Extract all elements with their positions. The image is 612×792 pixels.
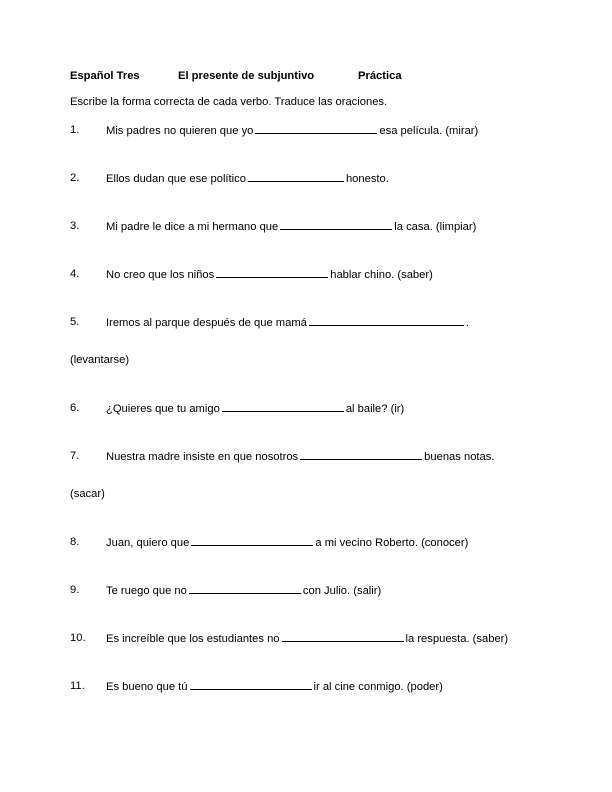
- sentence-text-after-blank: honesto.: [345, 173, 389, 185]
- item-sentence: [106, 678, 443, 696]
- sentence-text-before-blank: Ellos dudan que ese político: [106, 173, 246, 185]
- item-number: 10.: [70, 632, 86, 644]
- item-sentence: [106, 582, 381, 600]
- item-sentence: [106, 314, 469, 332]
- answer-blank[interactable]: [248, 170, 344, 182]
- sentence-text-before-blank: No creo que los niños: [106, 269, 215, 281]
- answer-blank[interactable]: [189, 582, 301, 594]
- exercise-item: [70, 266, 570, 283]
- sentence-text-after-blank: al baile? (ir): [345, 403, 405, 415]
- sentence-text-after-blank: buenas notas.: [424, 451, 495, 463]
- answer-blank[interactable]: [216, 266, 328, 278]
- answer-blank[interactable]: [255, 122, 377, 134]
- exercise-item: [70, 630, 570, 647]
- exercise-item: [70, 218, 570, 235]
- instruction-text: Escribe la forma correcta de cada verbo. Traduce las oraciones.: [70, 96, 388, 108]
- sentence-text-before-blank: Te ruego que no: [106, 585, 187, 597]
- item-sentence: [106, 122, 478, 140]
- exercise-item: [70, 448, 570, 465]
- item-number: 9.: [70, 584, 80, 596]
- item-sentence: [106, 630, 508, 648]
- exercise-item: [70, 400, 570, 417]
- item-sentence: [106, 170, 389, 188]
- sentence-text-after-blank: .: [465, 317, 469, 329]
- exercise-item: [70, 170, 570, 187]
- sentence-text-after-blank: la casa. (limpiar): [394, 221, 477, 233]
- sentence-text-after-blank: la respuesta. (saber): [405, 633, 509, 645]
- answer-blank[interactable]: [309, 314, 464, 326]
- item-number: 11.: [70, 680, 85, 692]
- item-number: 7.: [70, 450, 80, 462]
- item-number: 5.: [70, 316, 80, 328]
- answer-blank[interactable]: [282, 630, 404, 642]
- exercise-item: [70, 122, 570, 139]
- header-course-name: Español Tres: [70, 70, 140, 82]
- sentence-text-before-blank: Es increíble que los estudiantes no: [106, 633, 280, 645]
- answer-blank[interactable]: [300, 448, 422, 460]
- exercise-item: [70, 534, 570, 551]
- answer-blank[interactable]: [280, 218, 392, 230]
- answer-blank[interactable]: [191, 534, 313, 546]
- exercise-item: [70, 582, 570, 599]
- item-sentence: [106, 218, 476, 236]
- item-number: 3.: [70, 220, 80, 232]
- header-practice-label: Práctica: [358, 70, 402, 82]
- sentence-text-after-blank: a mi vecino Roberto. (conocer): [315, 537, 469, 549]
- sentence-text-after-blank: con Julio. (salir): [302, 585, 382, 597]
- item-number: 2.: [70, 172, 80, 184]
- item-number: 1.: [70, 124, 80, 136]
- item-sentence: [106, 534, 468, 552]
- sentence-text-before-blank: Nuestra madre insiste en que nosotros: [106, 451, 299, 463]
- item-sentence: [106, 448, 494, 466]
- exercise-item: [70, 314, 570, 331]
- answer-blank[interactable]: [190, 678, 312, 690]
- sentence-text-before-blank: Mis padres no quieren que yo: [106, 125, 254, 137]
- sentence-text-before-blank: Mi padre le dice a mi hermano que: [106, 221, 279, 233]
- answer-blank[interactable]: [222, 400, 344, 412]
- item-number: 8.: [70, 536, 80, 548]
- item-sentence: [106, 400, 404, 418]
- sentence-text-after-blank: ir al cine conmigo. (poder): [313, 681, 443, 693]
- sentence-text-before-blank: Es bueno que tú: [106, 681, 188, 693]
- sentence-text-before-blank: Iremos al parque después de que mamá: [106, 317, 307, 329]
- item-sentence: [106, 266, 433, 284]
- exercise-item: [70, 678, 570, 695]
- sentence-text-before-blank: ¿Quieres que tu amigo: [106, 403, 220, 415]
- sentence-text-after-blank: hablar chino. (saber): [330, 269, 433, 281]
- header-topic: El presente de subjuntivo: [178, 70, 315, 82]
- item-number: 4.: [70, 268, 80, 280]
- item-continuation-verb: (sacar): [70, 488, 105, 500]
- sentence-text-after-blank: esa película. (mirar): [379, 125, 479, 137]
- sentence-text-before-blank: Juan, quiero que: [106, 537, 190, 549]
- item-continuation-verb: (levantarse): [70, 354, 130, 366]
- worksheet-header: [70, 68, 540, 84]
- item-number: 6.: [70, 402, 80, 414]
